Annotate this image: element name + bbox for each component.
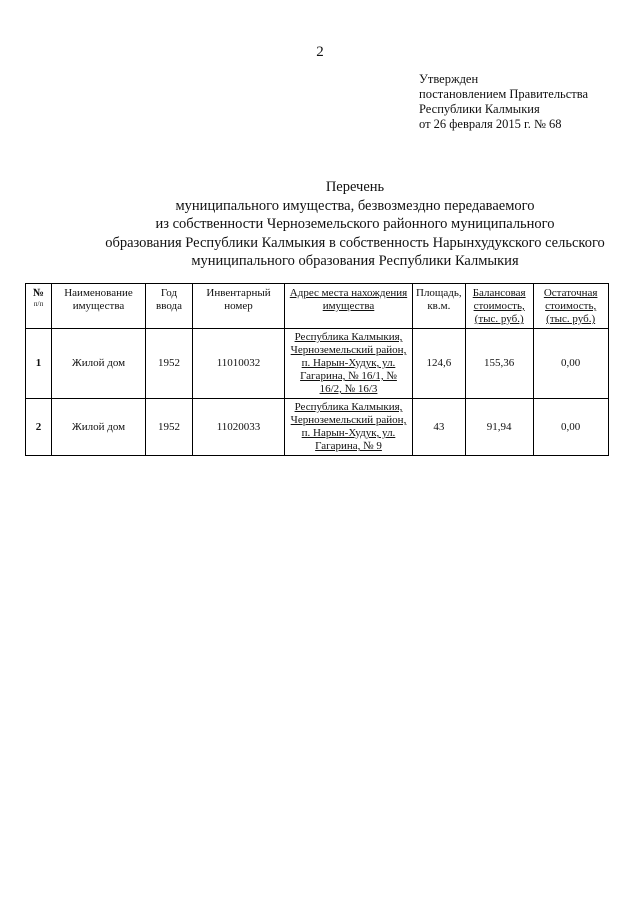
header-name-label: Наименование имущества xyxy=(64,287,133,312)
table-header-row xyxy=(26,284,609,329)
header-number-sign: № xyxy=(32,287,45,299)
approval-line-4: от 26 февраля 2015 г. № 68 xyxy=(419,117,562,131)
property-table-wrapper xyxy=(25,283,609,456)
title-heading: Перечень xyxy=(325,179,385,195)
header-balance-label: Балансовая стоимость, (тыс. руб.) xyxy=(472,287,526,325)
cell-number: 2 xyxy=(26,399,52,456)
header-residual xyxy=(533,284,608,329)
cell-inventory: 11010032 xyxy=(193,329,285,399)
approval-line-3: Республики Калмыкия xyxy=(419,102,540,116)
header-number-sub: п/п xyxy=(33,300,44,308)
header-number xyxy=(26,284,52,329)
header-balance xyxy=(465,284,533,329)
cell-address-text: Республика Калмыкия, Черноземельский район, п. Нарын-Худук, ул. Гагарина, № 9 xyxy=(290,401,407,452)
document-title xyxy=(0,178,640,271)
cell-inventory: 11020033 xyxy=(193,399,285,456)
table-row xyxy=(26,329,609,399)
approval-line-1: Утвержден xyxy=(419,72,479,86)
page-number: 2 xyxy=(316,44,324,60)
approval-stamp xyxy=(419,72,588,132)
header-area-label: Площадь, кв.м. xyxy=(416,287,462,312)
approval-line-2: постановлением Правительства xyxy=(419,87,589,101)
cell-address xyxy=(285,399,413,456)
cell-area: 43 xyxy=(413,399,466,456)
property-table xyxy=(25,283,609,456)
header-name xyxy=(52,284,146,329)
cell-address xyxy=(285,329,413,399)
cell-balance: 91,94 xyxy=(465,399,533,456)
cell-number: 1 xyxy=(26,329,52,399)
header-year-label: Год ввода xyxy=(156,287,182,312)
title-line-3: образования Республики Калмыкия в собственность Нарынхудукского сельского xyxy=(105,234,605,251)
cell-name: Жилой дом xyxy=(52,399,146,456)
title-line-4: муниципального образования Республики Калмыкия xyxy=(191,253,519,269)
cell-year: 1952 xyxy=(146,329,193,399)
header-address-label: Адрес места нахождения имущества xyxy=(289,287,408,312)
header-area xyxy=(413,284,466,329)
title-line-1: муниципального имущества, безвозмездно передаваемого xyxy=(175,197,535,214)
cell-year: 1952 xyxy=(146,399,193,456)
header-residual-label: Остаточная стоимость, (тыс. руб.) xyxy=(543,287,598,325)
cell-residual: 0,00 xyxy=(533,329,608,399)
header-inventory-label: Инвентарный номер xyxy=(206,287,271,312)
cell-address-text: Республика Калмыкия, Черноземельский район, п. Нарын-Худук, ул. Гагарина, № 16/1, № 16/2, № 16/3 xyxy=(290,331,407,395)
cell-area: 124,6 xyxy=(413,329,466,399)
cell-name: Жилой дом xyxy=(52,329,146,399)
cell-residual: 0,00 xyxy=(533,399,608,456)
header-address xyxy=(285,284,413,329)
cell-balance: 155,36 xyxy=(465,329,533,399)
header-year xyxy=(146,284,193,329)
table-row xyxy=(26,399,609,456)
title-line-2: из собственности Черноземельского районного муниципального xyxy=(155,216,555,232)
header-inventory xyxy=(193,284,285,329)
